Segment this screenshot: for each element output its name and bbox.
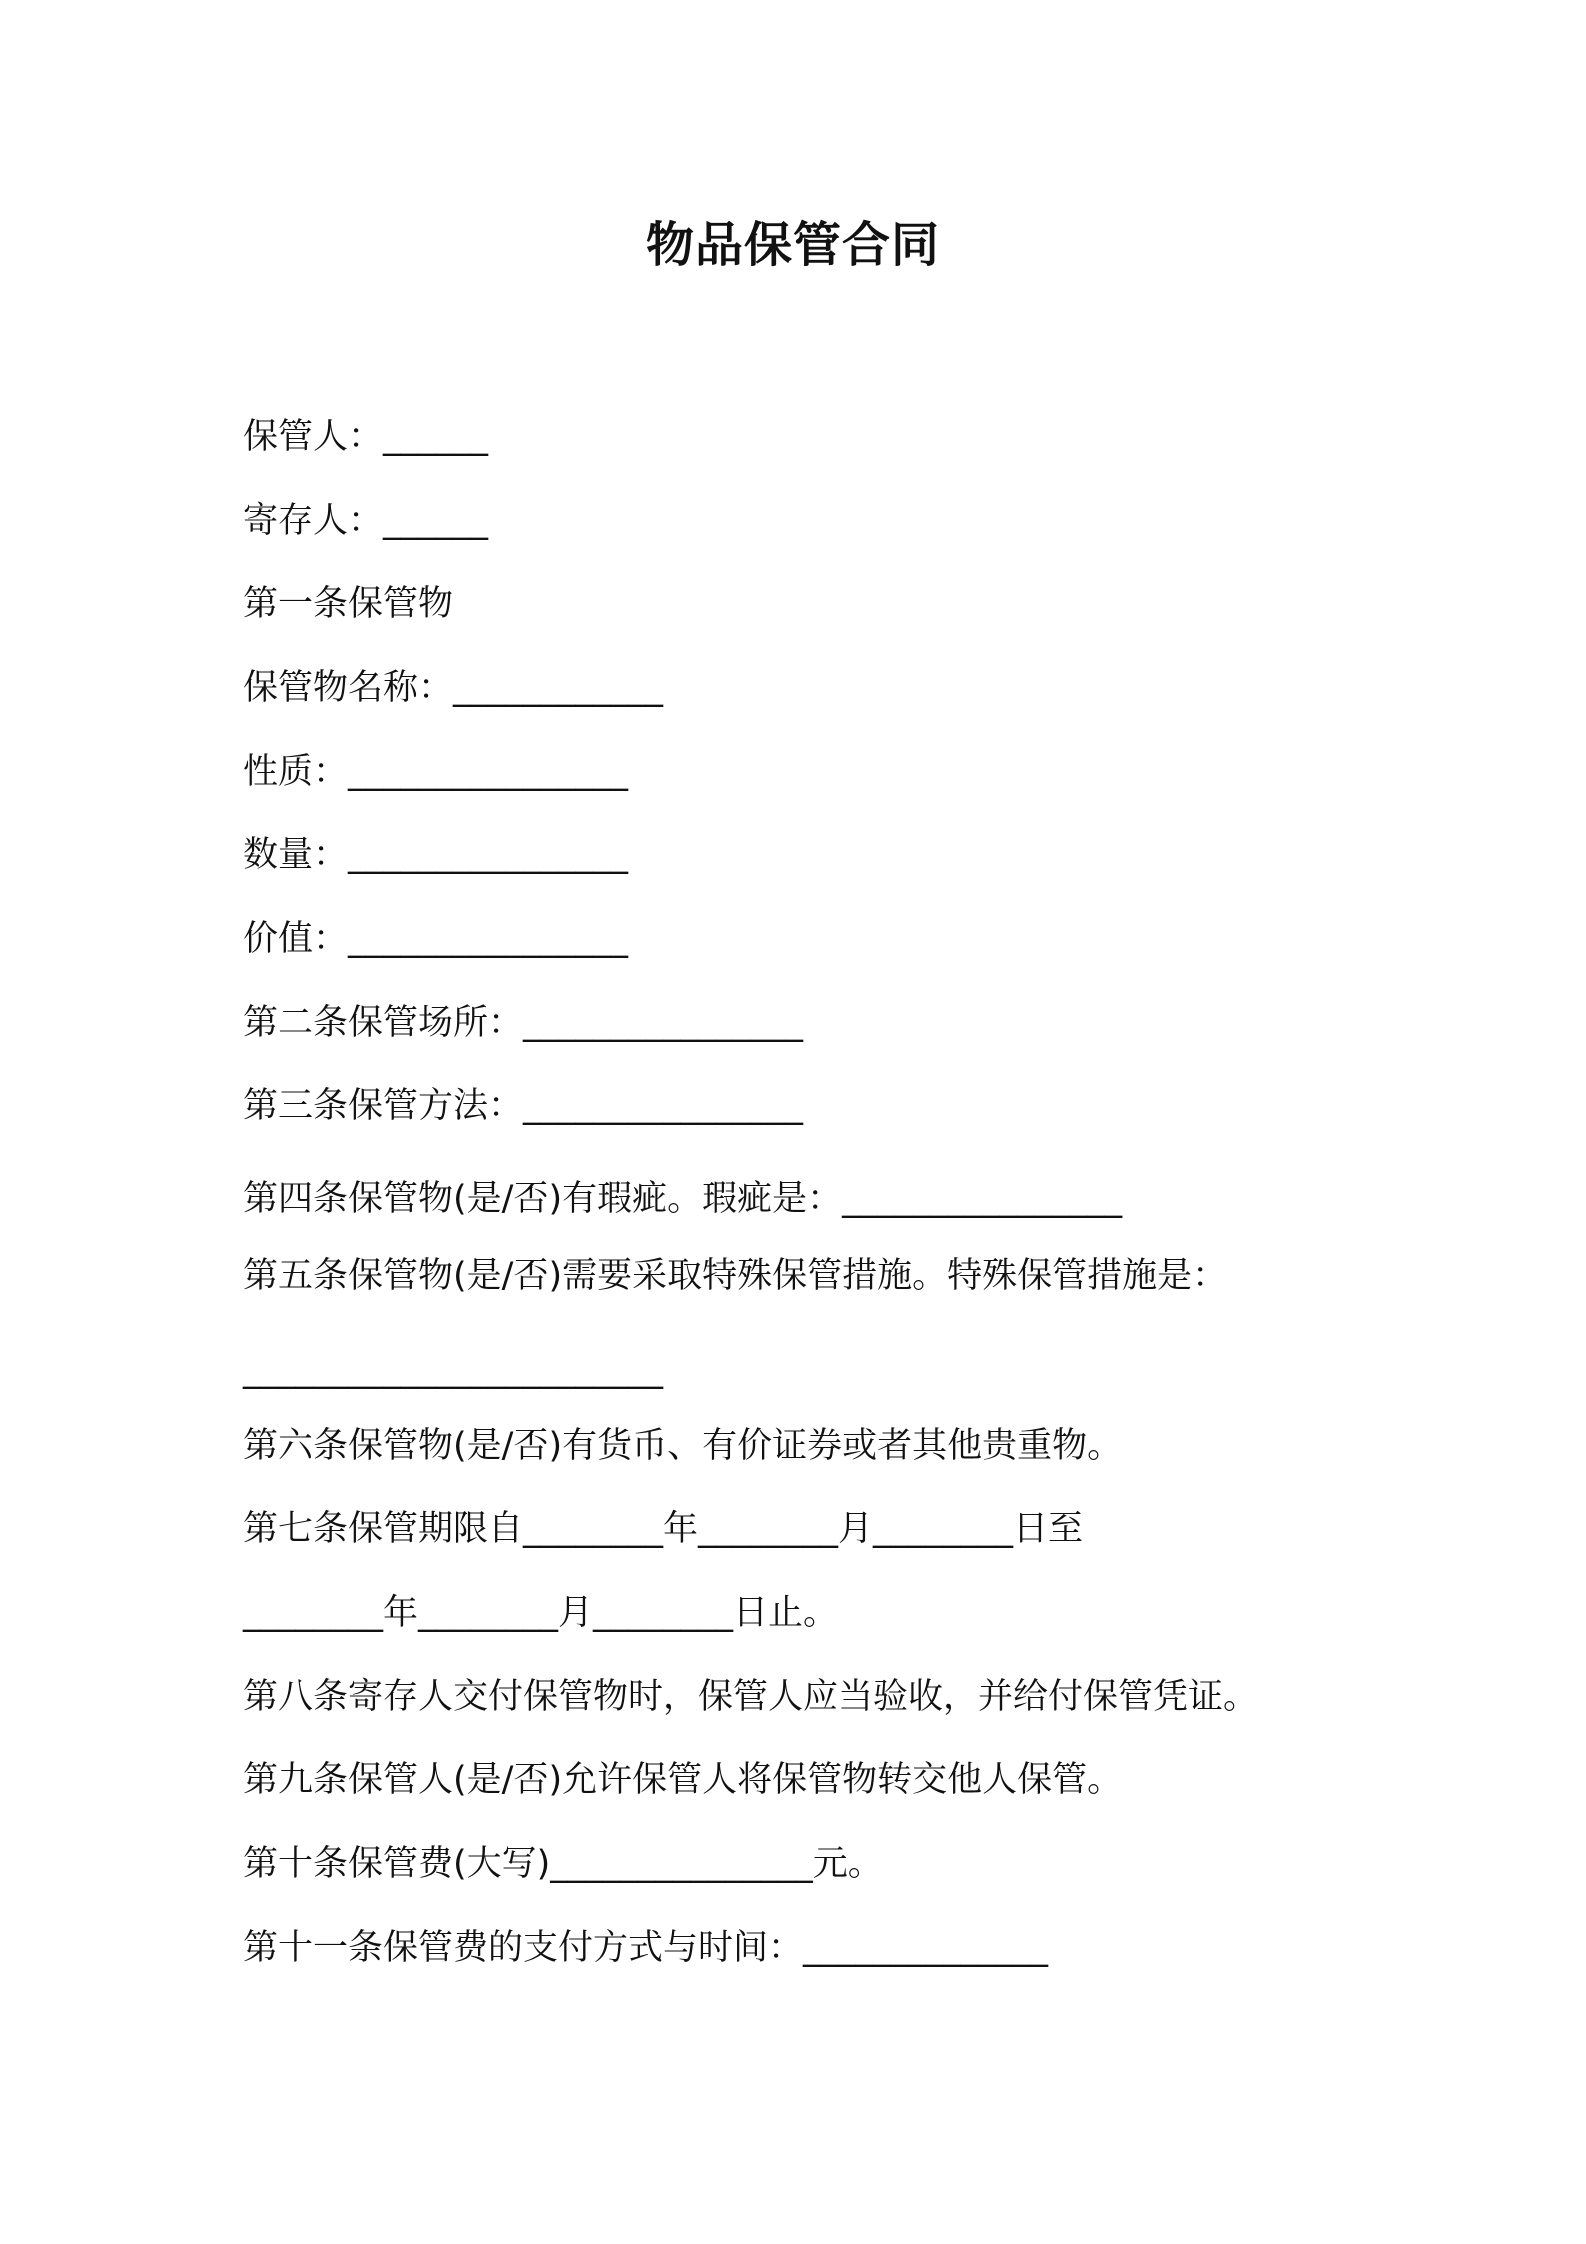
custodian-line: 保管人：______: [243, 417, 489, 457]
article-9-line: 第九条保管人(是/否)允许保管人将保管物转交他人保管。: [243, 1760, 1123, 1800]
article-3-line: 第三条保管方法：________________: [243, 1086, 804, 1126]
article-7-continued-line: ________年________月________日止。: [243, 1593, 839, 1633]
depositor-line: 寄存人：______: [243, 501, 489, 541]
article-8-line: 第八条寄存人交付保管物时，保管人应当验收，并给付保管凭证。: [243, 1677, 1259, 1717]
article-2-line: 第二条保管场所：________________: [243, 1003, 804, 1043]
nature-line: 性质：________________: [243, 752, 629, 792]
article-7-line: 第七条保管期限自________年________月________日至: [243, 1509, 1084, 1549]
item-name-line: 保管物名称：____________: [243, 668, 664, 708]
value-line: 价值：________________: [243, 919, 629, 959]
article-10-line: 第十条保管费(大写)_______________元。: [243, 1844, 883, 1884]
article-6-line: 第六条保管物(是/否)有货币、有价证券或者其他贵重物。: [243, 1426, 1123, 1466]
article-4-line: 第四条保管物(是/否)有瑕疵。瑕疵是：________________: [243, 1179, 1123, 1219]
article-5-blank-line: ________________________: [243, 1350, 663, 1390]
quantity-line: 数量：________________: [243, 835, 629, 875]
document-title: 物品保管合同: [645, 217, 940, 273]
article-1-heading: 第一条保管物: [243, 584, 454, 624]
article-11-line: 第十一条保管费的支付方式与时间：______________: [243, 1928, 1049, 1968]
article-5-line: 第五条保管物(是/否)需要采取特殊保管措施。特殊保管措施是：: [243, 1256, 1228, 1296]
